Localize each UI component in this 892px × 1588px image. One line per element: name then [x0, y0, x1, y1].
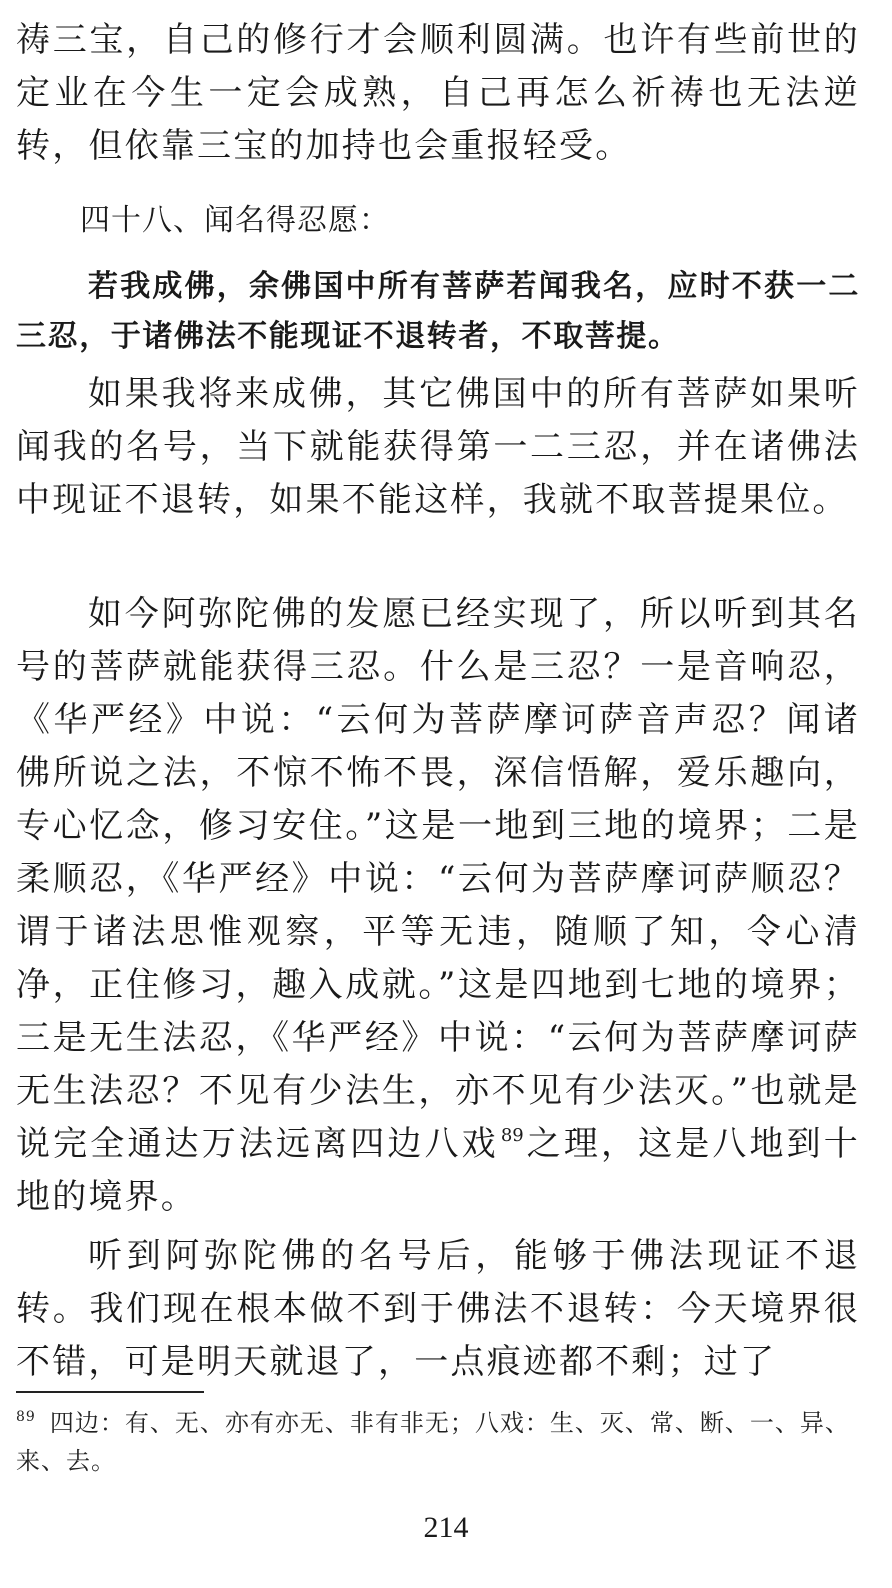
footnote-divider [16, 1391, 204, 1393]
paragraph-text-end: 之理，这是八地到十地的境界。 [16, 1124, 860, 1217]
vow-text: 若我成佛，余佛国中所有菩萨若闻我名，应时不获一二三忍，于诸佛法不能现证不退转者，不取菩提。 [16, 269, 860, 354]
paragraph-non-retrogression: 听到阿弥陀佛的名号后，能够于佛法现证不退转。我们现在根本做不到于佛法不退转：今天境界很不错，可是明天就退了，一点痕迹都不剩；过了 [16, 1236, 860, 1382]
section-heading: 四十八、闻名得忍愿： [80, 203, 390, 238]
page-number: 214 [423, 1511, 469, 1544]
paragraph-explanation: 如果我将来成佛，其它佛国中的所有菩萨如果听闻我的名号，当下就能获得第一二三忍，并在诸佛法中现证不退转，如果不能这样，我就不取菩提果位。 [16, 374, 860, 520]
footnote-number: 89 [16, 1409, 36, 1425]
footnote [16, 1404, 856, 1480]
footnote-text: 四边：有、无、亦有亦无、非有非无；八戏：生、灭、常、断、一、异、来、去。 [16, 1409, 850, 1475]
paragraph-text: 如今阿弥陀佛的发愿已经实现了，所以听到其名号的菩萨就能获得三忍。什么是三忍？一是音响忍，《华严经》中说：“云何为菩萨摩诃萨音声忍？闻诸佛所说之法，不惊不怖不畏，深信悟解，爱乐趣向，专心忆念，修习安住。”这是一地到三地的境界；二是柔顺忍，《华严经》中说：“云何为菩萨摩诃萨顺忍？谓于诸法思惟观察，平等无违，随顺了知，令心清净，正住修习，趣入成就。”这是四地到七地的境界；三是无生法忍，《华严经》中说：“云何为菩萨摩诃萨无生法忍？不见有少法生，亦不见有少法灭。”也就是说完全通达万法远离四边八戏 [16, 594, 860, 1164]
paragraph-three-forbearances [16, 588, 860, 1224]
footnote-reference[interactable]: 89 [500, 1125, 524, 1146]
paragraph-continuation: 祷三宝，自己的修行才会顺利圆满。也许有些前世的定业在今生一定会成熟，自己再怎么祈祷也无法逆转，但依靠三宝的加持也会重报轻受。 [16, 20, 860, 166]
